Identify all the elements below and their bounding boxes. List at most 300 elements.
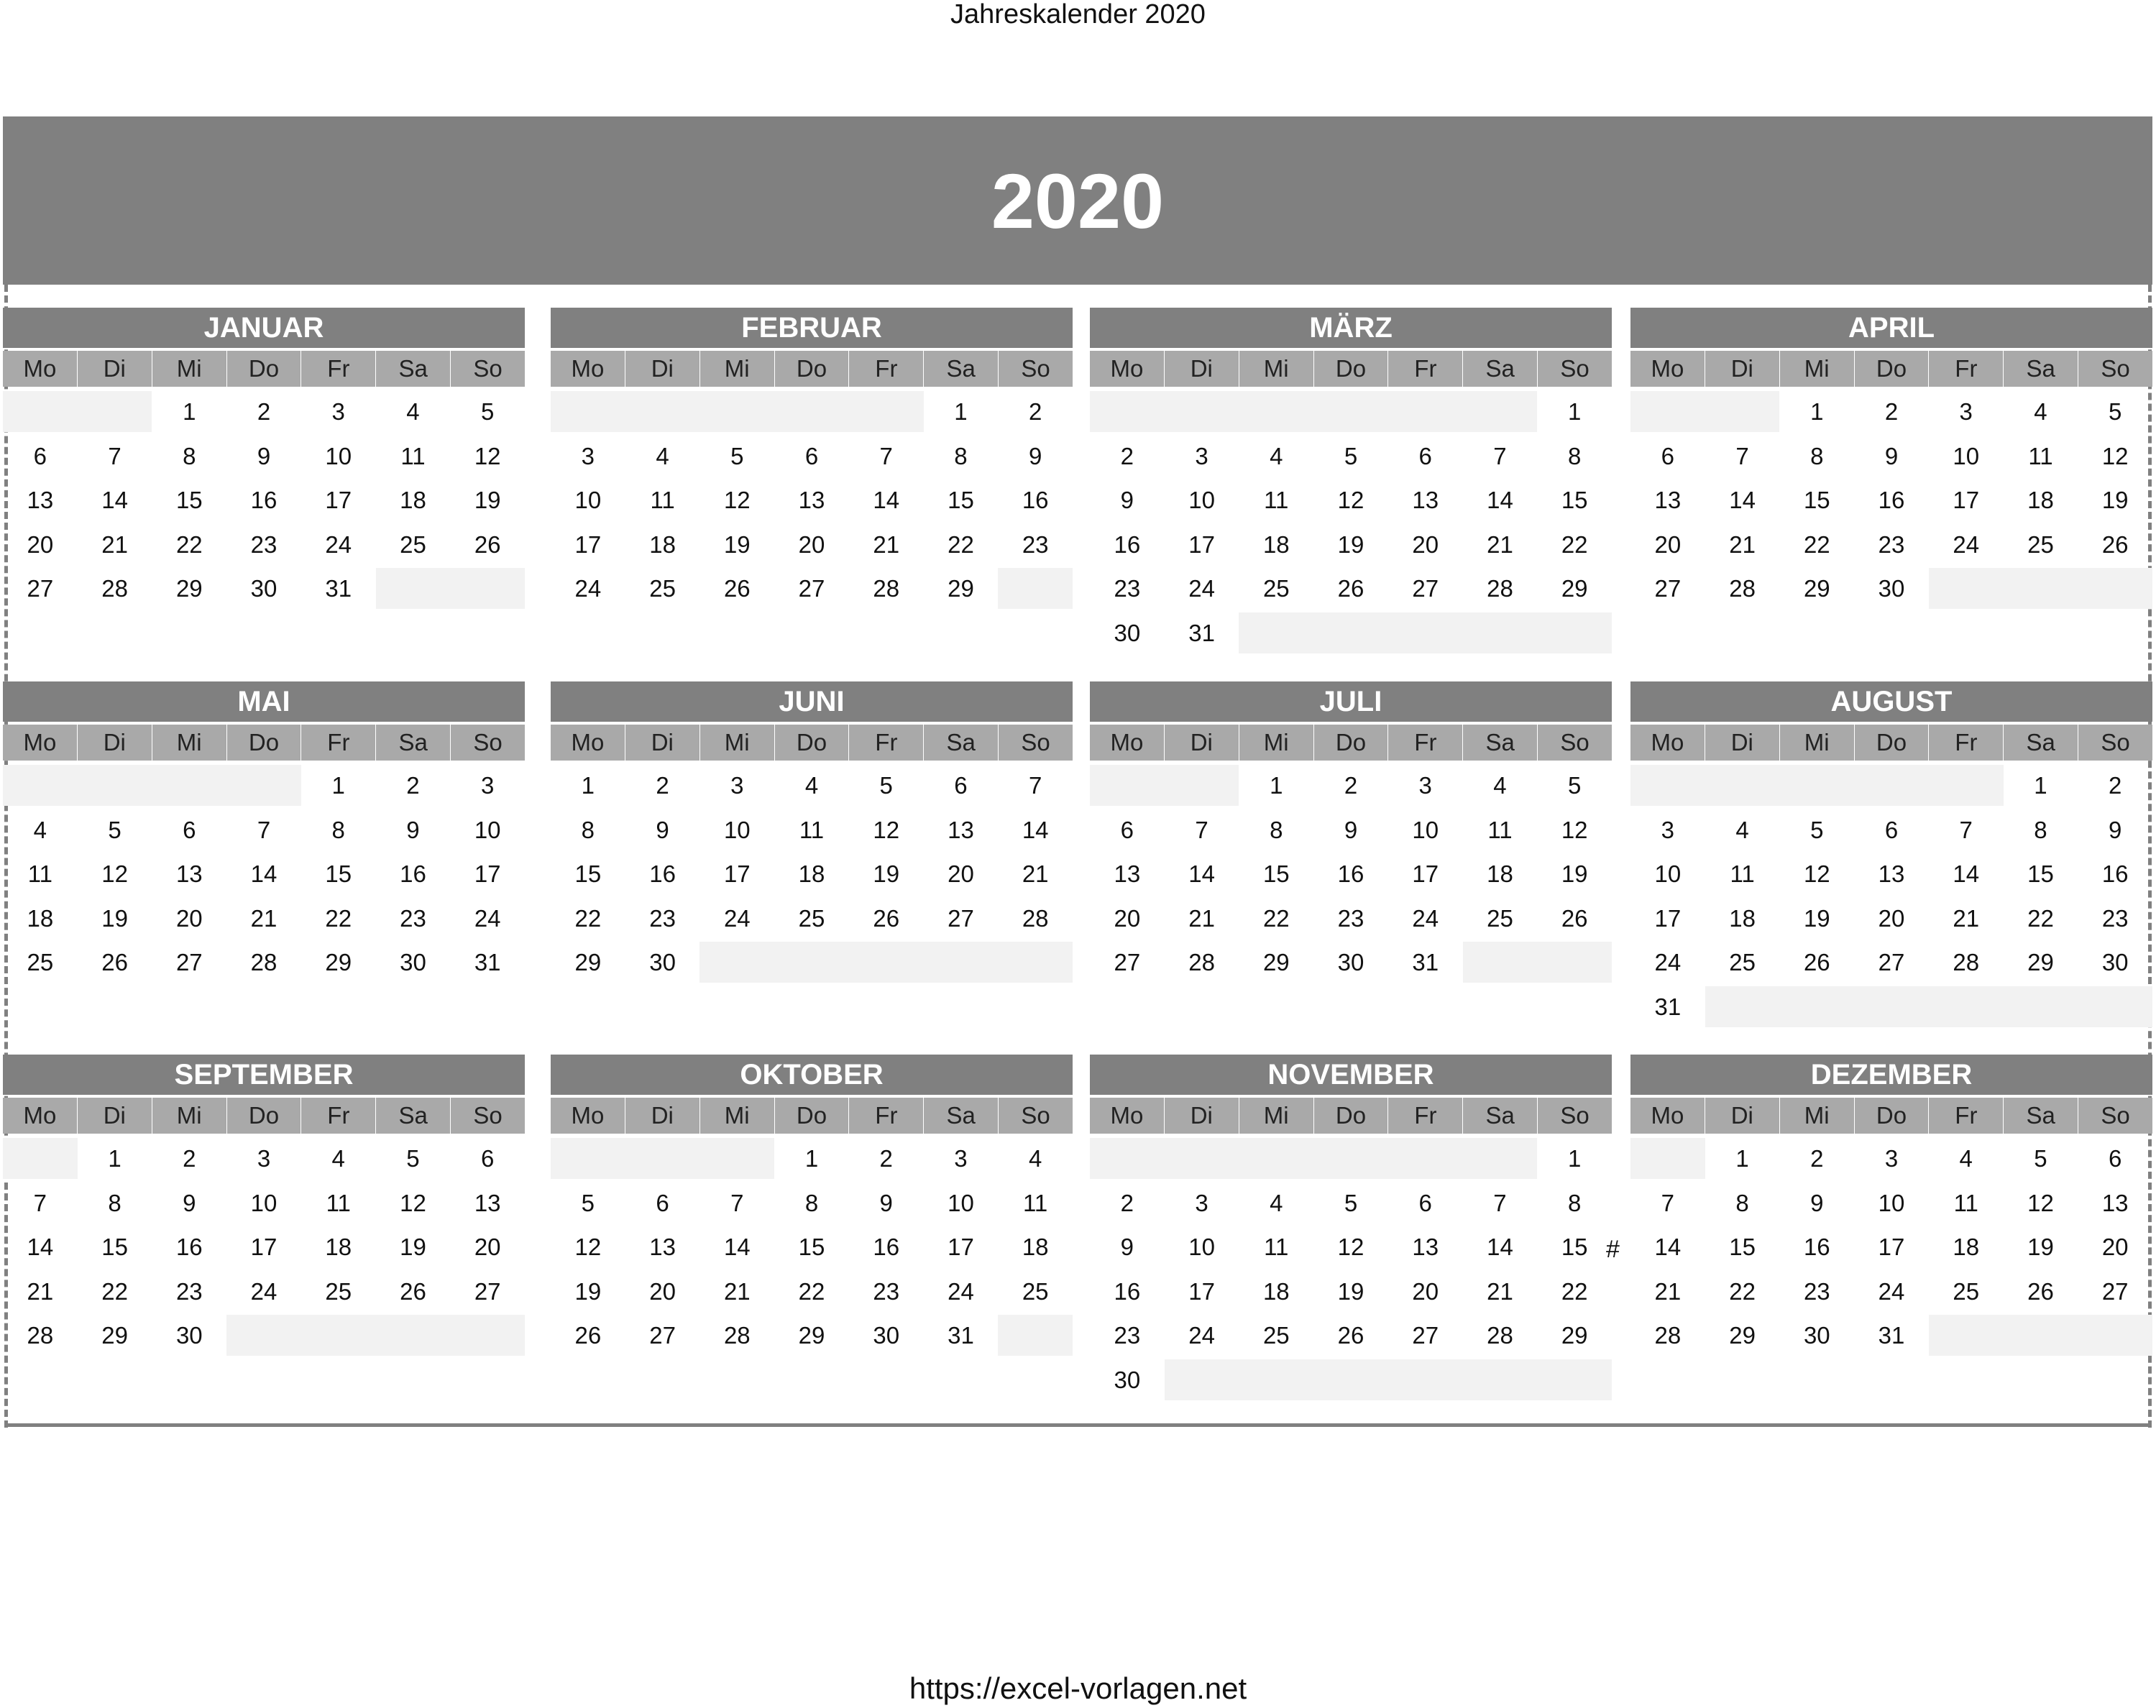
day-cell: 16 (649, 860, 676, 888)
empty-day-cell (78, 765, 152, 806)
empty-day-cell (1463, 1359, 1538, 1400)
day-cell: 26 (400, 1277, 426, 1305)
day-cell: 28 (873, 575, 900, 602)
day-cell: 7 (1028, 772, 1042, 799)
day-cell: 6 (480, 1145, 495, 1172)
day-cell: 27 (1654, 575, 1682, 602)
day-cell: 12 (723, 487, 751, 514)
day-cell: 13 (27, 487, 54, 514)
empty-day-cell (226, 765, 301, 806)
empty-day-cell (1630, 1138, 1705, 1179)
day-cell: 5 (406, 1145, 420, 1172)
weekday-label: Do (775, 725, 850, 761)
day-cell: 30 (400, 949, 426, 976)
weekday-label: So (1538, 725, 1612, 761)
week-row (1630, 898, 2152, 939)
day-cell: 22 (2027, 904, 2054, 932)
day-cell: 2 (1884, 398, 1899, 425)
empty-day-cell (1165, 765, 1239, 806)
weekday-label: So (1538, 1098, 1612, 1134)
empty-day-cell (1929, 986, 2004, 1027)
day-cell: 28 (1022, 904, 1049, 932)
day-cell: 29 (101, 1322, 128, 1349)
day-cell: 24 (723, 904, 751, 932)
day-cell: 8 (331, 816, 345, 843)
day-cell: 28 (1188, 949, 1215, 976)
weekday-header-row (1630, 1098, 2152, 1134)
day-cell: 12 (101, 860, 128, 888)
day-cell: 5 (480, 398, 495, 425)
day-cell: 26 (1337, 575, 1364, 602)
weekday-label: Mo (551, 725, 625, 761)
day-cell: 15 (1729, 1234, 1756, 1261)
week-row (1630, 765, 2152, 806)
frame-bottom-border (4, 1423, 2152, 1427)
day-cell: 10 (1412, 816, 1439, 843)
weekday-label: Mo (551, 351, 625, 387)
day-cell: 18 (325, 1234, 352, 1261)
day-cell: 22 (101, 1277, 128, 1305)
weekday-label: Di (78, 1098, 152, 1134)
week-row (1630, 1226, 2152, 1267)
day-cell: 11 (400, 442, 426, 469)
day-cell: 30 (1878, 575, 1905, 602)
weeks (1630, 391, 2152, 609)
day-cell: 29 (574, 949, 602, 976)
empty-day-cell (1929, 765, 2004, 806)
day-cell: 16 (250, 487, 277, 514)
day-cell: 17 (1654, 904, 1682, 932)
day-cell: 26 (873, 904, 900, 932)
day-cell: 30 (1114, 619, 1141, 646)
day-cell: 6 (183, 816, 196, 843)
weekday-label: Sa (2004, 351, 2078, 387)
week-row (1630, 942, 2152, 983)
week-row (551, 1226, 1073, 1267)
day-cell: 23 (400, 904, 426, 932)
day-cell: 2 (1120, 442, 1134, 469)
empty-day-cell (1705, 986, 1780, 1027)
day-cell: 24 (1188, 575, 1215, 602)
day-cell: 23 (1337, 904, 1364, 932)
day-cell: 2 (1120, 1189, 1134, 1216)
week-row (1090, 612, 1612, 653)
day-cell: 23 (1022, 531, 1049, 558)
day-cell: 5 (2108, 398, 2122, 425)
day-cell: 14 (1487, 1234, 1513, 1261)
day-cell: 3 (730, 772, 744, 799)
week-row (1090, 1315, 1612, 1356)
day-cell: 15 (574, 860, 602, 888)
week-row (551, 391, 1073, 432)
day-cell: 24 (474, 904, 501, 932)
day-cell: 4 (1959, 1145, 1973, 1172)
day-cell: 25 (1262, 1322, 1290, 1349)
day-cell: 19 (873, 860, 900, 888)
empty-day-cell (2004, 986, 2078, 1027)
day-cell: 23 (873, 1277, 900, 1305)
day-cell: 17 (723, 860, 751, 888)
day-cell: 15 (101, 1234, 128, 1261)
day-cell: 7 (108, 442, 121, 469)
week-row (1090, 853, 1612, 894)
day-cell: 1 (1567, 398, 1582, 425)
day-cell: 2 (1810, 1145, 1824, 1172)
weekday-label: Fr (1388, 351, 1463, 387)
empty-day-cell (1090, 1138, 1165, 1179)
day-cell: 23 (250, 531, 277, 558)
empty-day-cell (450, 1315, 525, 1356)
weekday-label: So (2078, 725, 2152, 761)
day-cell: 11 (1953, 1189, 1978, 1216)
month-name: NOVEMBER (1090, 1055, 1612, 1095)
month-9 (551, 1055, 1073, 1359)
day-cell: 7 (33, 1189, 47, 1216)
weekday-label: Mi (700, 1098, 775, 1134)
week-row (551, 479, 1073, 520)
day-cell: 30 (1803, 1322, 1830, 1349)
empty-day-cell (1388, 391, 1463, 432)
day-cell: 28 (1953, 949, 1980, 976)
day-cell: 22 (325, 904, 352, 932)
empty-day-cell (1705, 391, 1780, 432)
day-cell: 20 (2101, 1234, 2129, 1261)
empty-day-cell (1388, 1138, 1463, 1179)
weekday-header-row (551, 725, 1073, 761)
day-cell: 30 (250, 575, 277, 602)
week-row (3, 809, 525, 850)
day-cell: 25 (1487, 904, 1513, 932)
day-cell: 24 (574, 575, 602, 602)
day-cell: 12 (1337, 1234, 1364, 1261)
day-cell: 11 (2028, 442, 2053, 469)
day-cell: 19 (400, 1234, 426, 1261)
day-cell: 20 (1878, 904, 1905, 932)
day-cell: 4 (1735, 816, 1749, 843)
empty-day-cell (2078, 1315, 2152, 1356)
weekday-label: Do (1855, 351, 1930, 387)
day-cell: 24 (1878, 1277, 1905, 1305)
day-cell: 6 (1418, 1189, 1432, 1216)
weekday-label: Do (775, 351, 850, 387)
day-cell: 4 (406, 398, 420, 425)
week-row (1630, 986, 2152, 1027)
day-cell: 10 (1878, 1189, 1905, 1216)
empty-day-cell (1463, 612, 1538, 653)
day-cell: 28 (101, 575, 128, 602)
day-cell: 18 (27, 904, 54, 932)
day-cell: 10 (723, 816, 751, 843)
day-cell: 9 (183, 1189, 196, 1216)
day-cell: 23 (1803, 1277, 1830, 1305)
day-cell: 10 (250, 1189, 277, 1216)
week-row (1090, 809, 1612, 850)
day-cell: 13 (474, 1189, 501, 1216)
day-cell: 25 (1729, 949, 1756, 976)
weekday-label: So (1538, 351, 1612, 387)
day-cell: 10 (1654, 860, 1682, 888)
week-row (551, 436, 1073, 477)
week-row (1630, 391, 2152, 432)
empty-day-cell (301, 1315, 376, 1356)
weekday-label: Mi (1239, 1098, 1314, 1134)
weekday-header-row (1090, 725, 1612, 761)
month-8 (3, 1055, 525, 1359)
day-cell: 31 (948, 1322, 974, 1349)
day-cell: 17 (474, 860, 501, 888)
week-row (551, 1315, 1073, 1356)
day-cell: 17 (1188, 1277, 1215, 1305)
document-title: Jahreskalender 2020 (950, 0, 1206, 29)
day-cell: 15 (1803, 487, 1830, 514)
day-cell: 21 (1654, 1277, 1682, 1305)
day-cell: 13 (798, 487, 825, 514)
weekday-label: Mi (1239, 725, 1314, 761)
day-cell: 20 (798, 531, 825, 558)
day-cell: 29 (1729, 1322, 1756, 1349)
day-cell: 20 (1114, 904, 1141, 932)
day-cell: 20 (1412, 531, 1439, 558)
day-cell: 1 (804, 1145, 819, 1172)
day-cell: 23 (1114, 575, 1141, 602)
weekday-label: Mi (1780, 351, 1855, 387)
day-cell: 8 (1735, 1189, 1749, 1216)
day-cell: 19 (1337, 1277, 1364, 1305)
empty-day-cell (998, 1315, 1073, 1356)
weekday-label: Do (775, 1098, 850, 1134)
empty-day-cell (3, 391, 78, 432)
day-cell: 16 (1114, 1277, 1141, 1305)
empty-day-cell (1239, 1359, 1313, 1400)
weekday-label: So (451, 1098, 525, 1134)
empty-day-cell (2078, 568, 2152, 609)
day-cell: 18 (1262, 1277, 1290, 1305)
day-cell: 27 (474, 1277, 501, 1305)
weekday-label: Fr (1388, 725, 1463, 761)
day-cell: 26 (723, 575, 751, 602)
day-cell: 24 (1654, 949, 1682, 976)
day-cell: 10 (948, 1189, 974, 1216)
week-row (3, 568, 525, 609)
weekday-label: Mi (700, 351, 775, 387)
empty-day-cell (1090, 765, 1165, 806)
weekday-label: Di (1165, 351, 1239, 387)
day-cell: 5 (1567, 772, 1582, 799)
footer-url: https://excel-vorlagen.net (909, 1671, 1247, 1705)
day-cell: 31 (1878, 1322, 1905, 1349)
empty-day-cell (998, 942, 1073, 983)
day-cell: 5 (1344, 1189, 1358, 1216)
day-cell: 21 (1022, 860, 1049, 888)
empty-day-cell (849, 942, 924, 983)
day-cell: 16 (873, 1234, 900, 1261)
week-row (551, 524, 1073, 565)
day-cell: 25 (649, 575, 676, 602)
weekday-label: Di (1165, 725, 1239, 761)
day-cell: 1 (183, 398, 196, 425)
day-cell: 3 (257, 1145, 271, 1172)
day-cell: 29 (1262, 949, 1290, 976)
day-cell: 4 (33, 816, 47, 843)
month-3 (1630, 308, 2152, 612)
week-row (1630, 1271, 2152, 1312)
day-cell: 1 (1810, 398, 1824, 425)
day-cell: 23 (2101, 904, 2129, 932)
weekday-label: Mo (551, 1098, 625, 1134)
week-row (1090, 1359, 1612, 1400)
day-cell: 9 (406, 816, 420, 843)
empty-day-cell (1854, 765, 1929, 806)
day-cell: 2 (656, 772, 669, 799)
day-cell: 25 (1953, 1277, 1980, 1305)
week-row (3, 479, 525, 520)
empty-day-cell (1313, 612, 1388, 653)
day-cell: 29 (948, 575, 974, 602)
weekday-header-row (551, 1098, 1073, 1134)
weekday-label: So (2078, 1098, 2152, 1134)
day-cell: 24 (948, 1277, 974, 1305)
weekday-label: So (451, 351, 525, 387)
weekday-label: Do (1855, 725, 1930, 761)
day-cell: 23 (175, 1277, 203, 1305)
day-cell: 10 (325, 442, 352, 469)
day-cell: 6 (2108, 1145, 2122, 1172)
weekday-label: Mi (152, 351, 227, 387)
day-cell: 5 (1344, 442, 1358, 469)
day-cell: 31 (1188, 619, 1215, 646)
day-cell: 22 (574, 904, 602, 932)
day-cell: 11 (650, 487, 675, 514)
day-cell: 5 (879, 772, 893, 799)
empty-day-cell (1165, 1138, 1239, 1179)
day-cell: 8 (954, 442, 968, 469)
day-cell: 21 (873, 531, 900, 558)
day-cell: 9 (1884, 442, 1899, 469)
day-cell: 16 (400, 860, 426, 888)
week-row (551, 568, 1073, 609)
day-cell: 24 (250, 1277, 277, 1305)
weekday-label: Mi (700, 725, 775, 761)
weekday-label: Mi (152, 725, 227, 761)
day-cell: 6 (33, 442, 47, 469)
day-cell: 18 (2027, 487, 2054, 514)
day-cell: 2 (183, 1145, 196, 1172)
month-name: DEZEMBER (1630, 1055, 2152, 1095)
day-cell: 20 (175, 904, 203, 932)
day-cell: 19 (101, 904, 128, 932)
day-cell: 15 (948, 487, 974, 514)
day-cell: 13 (1878, 860, 1905, 888)
weeks (551, 391, 1073, 609)
month-name: OKTOBER (551, 1055, 1073, 1095)
month-name: MÄRZ (1090, 308, 1612, 348)
week-row (1630, 809, 2152, 850)
day-cell: 21 (1729, 531, 1756, 558)
day-cell: 1 (1735, 1145, 1749, 1172)
day-cell: 5 (2034, 1145, 2047, 1172)
week-row (1630, 568, 2152, 609)
day-cell: 20 (1412, 1277, 1439, 1305)
day-cell: 8 (804, 1189, 819, 1216)
day-cell: 22 (175, 531, 203, 558)
day-cell: 19 (2027, 1234, 2054, 1261)
day-cell: 7 (257, 816, 271, 843)
empty-day-cell (1239, 612, 1313, 653)
day-cell: 4 (2034, 398, 2047, 425)
day-cell: 6 (656, 1189, 669, 1216)
day-cell: 28 (27, 1322, 54, 1349)
day-cell: 20 (27, 531, 54, 558)
day-cell: 31 (325, 575, 352, 602)
month-name: MAI (3, 681, 525, 722)
empty-day-cell (849, 391, 924, 432)
day-cell: 16 (2101, 860, 2129, 888)
weekday-label: Do (227, 1098, 302, 1134)
weekday-label: Di (625, 1098, 700, 1134)
week-row (3, 898, 525, 939)
day-cell: 12 (400, 1189, 426, 1216)
day-cell: 18 (798, 860, 825, 888)
weekday-label: Do (227, 351, 302, 387)
month-4 (3, 681, 525, 986)
day-cell: 15 (175, 487, 203, 514)
day-cell: 26 (1561, 904, 1588, 932)
empty-day-cell (1313, 391, 1388, 432)
week-row (551, 898, 1073, 939)
day-cell: 11 (1264, 1234, 1289, 1261)
day-cell: 6 (1418, 442, 1432, 469)
day-cell: 31 (474, 949, 501, 976)
day-cell: 29 (1561, 575, 1588, 602)
day-cell: 23 (1114, 1322, 1141, 1349)
week-row (3, 524, 525, 565)
day-cell: 3 (331, 398, 345, 425)
day-cell: 25 (1262, 575, 1290, 602)
day-cell: 19 (2101, 487, 2129, 514)
weekday-header-row (1630, 351, 2152, 387)
day-cell: 5 (581, 1189, 595, 1216)
month-name: JANUAR (3, 308, 525, 348)
day-cell: 2 (406, 772, 420, 799)
day-cell: 19 (1337, 531, 1364, 558)
weekday-label: Di (625, 351, 700, 387)
week-row (3, 1226, 525, 1267)
empty-day-cell (2004, 1315, 2078, 1356)
day-cell: 7 (730, 1189, 744, 1216)
weekday-header-row (1090, 1098, 1612, 1134)
day-cell: 3 (1959, 398, 1973, 425)
day-cell: 30 (1114, 1366, 1141, 1393)
day-cell: 27 (948, 904, 974, 932)
weekday-label: Fr (1929, 1098, 2004, 1134)
day-cell: 20 (649, 1277, 676, 1305)
empty-day-cell (3, 1138, 78, 1179)
day-cell: 27 (1878, 949, 1905, 976)
overflow-hash-mark: # (1606, 1236, 1620, 1263)
day-cell: 13 (1412, 487, 1439, 514)
day-cell: 21 (1188, 904, 1215, 932)
day-cell: 28 (1487, 575, 1513, 602)
weekday-label: Mo (1090, 1098, 1165, 1134)
week-row (1090, 898, 1612, 939)
week-row (1630, 853, 2152, 894)
day-cell: 21 (27, 1277, 54, 1305)
empty-day-cell (699, 942, 774, 983)
weekday-label: Fr (301, 351, 376, 387)
weekday-label: So (999, 351, 1073, 387)
day-cell: 4 (1028, 1145, 1042, 1172)
empty-day-cell (1388, 612, 1463, 653)
